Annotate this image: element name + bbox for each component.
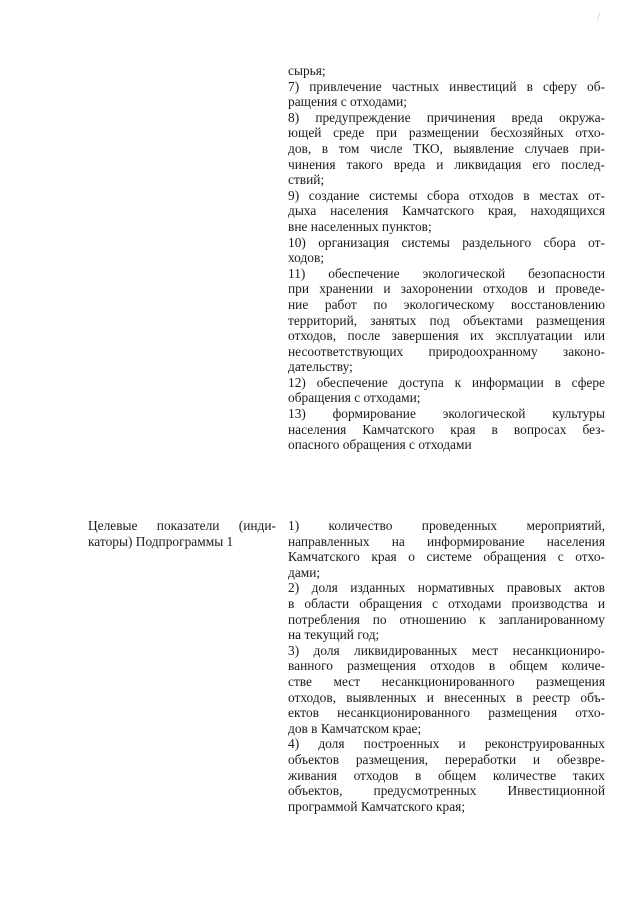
text-line: ствий;: [288, 172, 325, 188]
text-line: программой Камчатского края;: [288, 798, 466, 814]
text-line: в области обращения с отходами производства и: [288, 595, 605, 611]
text-line: Целевые показатели (инди-: [88, 518, 276, 533]
text-line: живания отходов в общем количестве таких: [288, 767, 605, 783]
text-line: вне населенных пунктов;: [288, 218, 432, 234]
text-line: на текущий год;: [288, 627, 380, 643]
text-line: стве мест несанкционированного размещения: [288, 673, 605, 689]
text-line: чинения такого вреда и ликвидация его послед-: [288, 156, 605, 172]
text-line: Камчатского края о системе обращения с отхо-: [288, 549, 605, 565]
text-line: несоответствующих природоохранному законо-: [288, 343, 605, 359]
text-line: 11) обеспечение экологической безопасности: [288, 265, 605, 281]
text-line: ванного размещения отходов в общем количе-: [288, 658, 605, 674]
scan-mark: /: [597, 12, 600, 23]
text-line: дыха населения Камчатского края, находящихся: [288, 203, 605, 219]
text-line: отходов, выявленных и внесенных в реестр объ-: [288, 689, 605, 705]
text-line: каторы) Подпрограммы 1: [88, 533, 234, 549]
text-line: населения Камчатского края в вопросах без-: [288, 421, 605, 437]
text-line: 10) организация системы раздельного сбора от-: [288, 234, 605, 250]
text-line: ющей среде при размещении бесхозяйных отхо-: [288, 125, 605, 141]
text-line: ходов;: [288, 250, 325, 266]
text-line: направленных на информирование населения: [288, 533, 605, 549]
text-line: дательству;: [288, 359, 353, 375]
text-line: 8) предупреждение причинения вреда окружа-: [288, 109, 605, 125]
text-line: при хранении и захоронении отходов и проведе-: [288, 281, 605, 297]
text-line: 13) формирование экологической культуры: [288, 406, 605, 422]
indicators-text-block: [288, 518, 605, 814]
objectives-text-block: [288, 63, 605, 453]
text-line: отходов, после завершения их эксплуатации или: [288, 328, 605, 344]
text-line: ращения с отходами;: [288, 94, 408, 110]
text-line: 2) доля изданных нормативных правовых актов: [288, 580, 605, 596]
text-line: 1) количество проведенных мероприятий,: [288, 518, 605, 533]
text-line: дов в Камчатском крае;: [288, 720, 422, 736]
text-line: 9) создание системы сбора отходов в местах от-: [288, 187, 605, 203]
text-line: 4) доля построенных и реконструированных: [288, 736, 605, 752]
text-line: территорий, занятых под объектами размещения: [288, 312, 605, 328]
text-line: объектов размещения, переработки и обезвре-: [288, 751, 605, 767]
text-line: обращения с отходами;: [288, 390, 421, 406]
text-line: дов, в том числе ТКО, выявление случаев при-: [288, 140, 605, 156]
text-line: 7) привлечение частных инвестиций в сферу об-: [288, 78, 605, 94]
text-line: опасного обращения с отходами: [288, 437, 472, 453]
text-line: дами;: [288, 564, 321, 580]
text-line: ние работ по экологическому восстановлению: [288, 296, 605, 312]
text-line: ектов несанкционированного размещения отхо-: [288, 705, 605, 721]
text-line: сырья;: [288, 63, 326, 78]
text-line: 3) доля ликвидированных мест несанкциониро-: [288, 642, 605, 658]
text-line: 12) обеспечение доступа к информации в сфере: [288, 374, 605, 390]
text-line: потребления по отношению к запланированному: [288, 611, 605, 627]
text-line: объектов, предусмотренных Инвестиционной: [288, 783, 605, 799]
indicators-label: [88, 518, 276, 549]
